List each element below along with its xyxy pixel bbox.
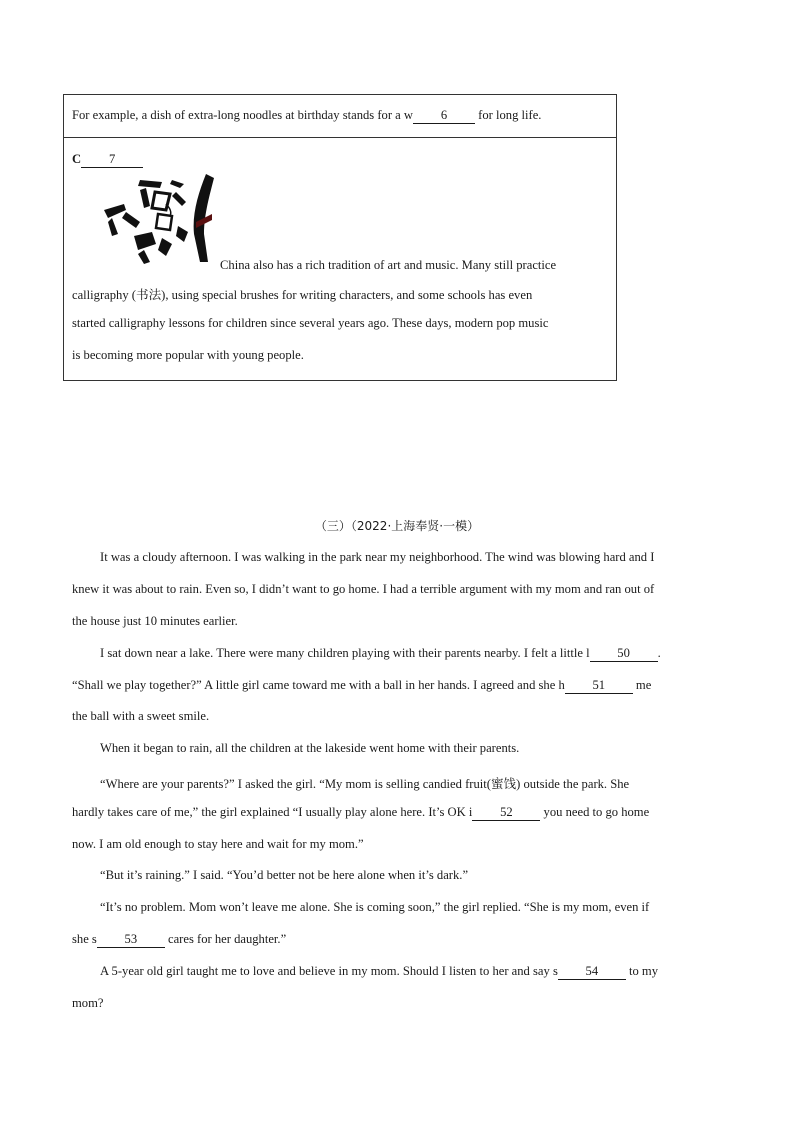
example-text: For example, a dish of extra-long noodles at birthday stands for a w: [72, 108, 413, 122]
passage-line: now. I am old enough to stay here and wait for my mom.”: [72, 837, 364, 851]
passage-line: the ball with a sweet smile.: [72, 709, 210, 723]
blank-51[interactable]: 51: [565, 679, 633, 694]
passage-line: “It’s no problem. Mom won’t leave me alone. She is coming soon,” the girl replied. “She is my mom, even if: [100, 900, 650, 914]
passage-line-53: she s 53 cares for her daughter.”: [72, 932, 287, 946]
calligraphy-image: [100, 174, 214, 266]
example-text-end: for long life.: [475, 108, 542, 122]
passage-line-52: hardly takes care of me,” the girl explained “I usually play alone here. It’s OK i 52 you need to go home: [72, 805, 650, 819]
passage-line-51: “Shall we play together?” A little girl came toward me with a ball in her hands. I agreed and she h 51 me: [72, 678, 652, 692]
blank-52[interactable]: 52: [472, 806, 540, 821]
blank-7[interactable]: 7: [81, 153, 143, 168]
blank-54[interactable]: 54: [558, 965, 626, 980]
blank-50[interactable]: 50: [590, 647, 658, 662]
section-heading: （三）（2022·上海奉贤·一模）: [314, 519, 480, 533]
box-para-line: calligraphy (书法), using special brushes for writing characters, and some schools has even: [72, 288, 533, 302]
passage-line: mom?: [72, 996, 104, 1010]
box-para-line: started calligraphy lessons for children since several years ago. These days, modern pop music: [72, 316, 549, 330]
blank-6[interactable]: 6: [413, 109, 475, 124]
passage-line: the house just 10 minutes earlier.: [72, 614, 238, 628]
passage-line: “But it’s raining.” I said. “You’d better not be here alone when it’s dark.”: [100, 868, 469, 882]
section-c-label: C 7: [72, 152, 143, 168]
passage-line-50: I sat down near a lake. There were many children playing with their parents nearby. I felt a little l 50 .: [100, 646, 661, 660]
passage-line: It was a cloudy afternoon. I was walking in the park near my neighborhood. The wind was blowing hard and I: [100, 550, 655, 564]
passage-line-54: A 5-year old girl taught me to love and believe in my mom. Should I listen to her and say s 54 to my: [100, 964, 659, 978]
passage-line: knew it was about to rain. Even so, I didn’t want to go home. I had a terrible argument with my mom and ran out of: [72, 582, 655, 596]
box-para-line: is becoming more popular with young people.: [72, 348, 304, 362]
passage-line: When it began to rain, all the children at the lakeside went home with their parents.: [100, 741, 520, 755]
blank-53[interactable]: 53: [97, 933, 165, 948]
passage-line: “Where are your parents?” I asked the girl. “My mom is selling candied fruit(蜜饯) outside the park. She: [100, 777, 630, 791]
passage-box: [63, 94, 617, 381]
box-para-line: China also has a rich tradition of art and music. Many still practice: [220, 258, 557, 272]
box-row-example: [64, 95, 616, 138]
